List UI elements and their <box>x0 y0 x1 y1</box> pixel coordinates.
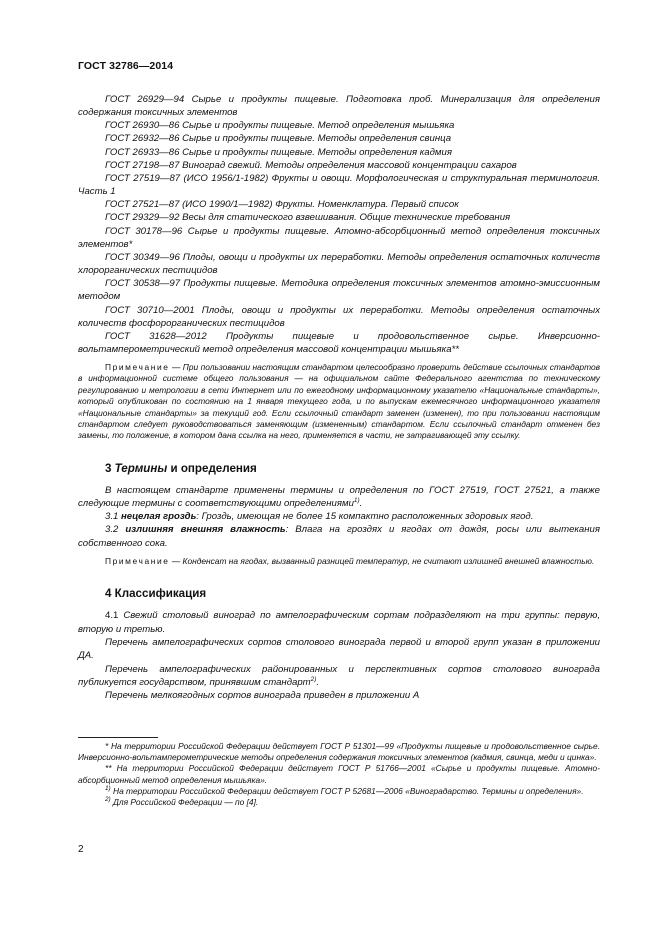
note-text: — При пользовании настоящим стандартом целесообразно проверить действие ссылочных стандартов в информационной системе общего пользования — на официальном сайте Федерального агентства по техническому регулированию и метрологии в сети Интернет или по ежегодному информационному указателю «Национальные стандарты», который опубликован по состоянию на 1 января текущего года, и по выпускам ежемесячного информационного указателя «Национальные стандарты» за текущий год. Если ссылочный стандарт заменен (изменен), то при пользовании настоящим стандартом следует руководствоваться заменяющим (измененным) стандартом. Если ссылочный стандарт отменен без замены, то положение, в котором дана ссылка на него, применяется в части, не затрагивающей эту ссылку. <box>78 362 600 441</box>
footnote-mark: 2) <box>105 796 111 804</box>
reference-item: ГОСТ 30710—2001 Плоды, овощи и продукты их переработки. Методы определения остаточных количеств фосфорорганических пестицидов <box>78 304 600 329</box>
section-4-heading: 4 Классификация <box>105 587 207 601</box>
term-number: 3.2 <box>105 524 126 536</box>
paragraph-number: 4.1 <box>105 610 124 622</box>
section-3-intro <box>78 484 600 511</box>
paragraph: Перечень ампелографических сортов столового винограда первой и второй групп указан в приложении ДА. <box>78 637 600 662</box>
footnote-text: Для Российской Федерации — по [4]. <box>110 797 259 808</box>
paragraph-text: Перечень ампелографических районированных и перспективных сортов столового винограда публикуется государством, принявшим стандарт <box>78 663 600 688</box>
term-definition: : Влага на гроздях и ягодах от дождя, росы или вытекания собственного сока. <box>78 524 601 549</box>
footnote-ref: 2) <box>310 675 317 683</box>
footnote <box>78 797 600 808</box>
section-3-title-rest: и определения <box>167 461 257 475</box>
section-3-note <box>78 556 600 567</box>
section-3-heading <box>78 462 600 475</box>
reference-item: ГОСТ 27521—87 (ИСО 1990/1—1982) Фрукты. Номенклатура. Первый список <box>105 199 459 211</box>
section-3-title-italic: Термины <box>114 461 168 475</box>
footnotes <box>78 741 600 808</box>
reference-item: ГОСТ 26932—86 Сырье и продукты пищевые. Методы определения свинца <box>105 133 452 145</box>
term-name: нецелая гроздь <box>121 511 197 523</box>
footnote <box>78 741 600 763</box>
term-number: 3.1 <box>105 511 122 523</box>
footnote-mark: ** <box>105 763 117 774</box>
section-3-body <box>78 484 600 550</box>
term-name: излишняя внешняя влажность <box>125 524 286 536</box>
note-label: Примечание <box>105 556 170 567</box>
paragraph-4-1 <box>78 609 600 636</box>
footnote <box>78 763 600 785</box>
reference-item: ГОСТ 27519—87 (ИСО 1956/1-1982) Фрукты и овощи. Морфологическая и структуральная терминология. Часть 1 <box>78 172 600 198</box>
reference-item: ГОСТ 30349—96 Плоды, овощи и продукты их переработки. Методы определения остаточных количеств хлорорганических пестицидов <box>78 251 600 277</box>
references-note <box>78 362 600 441</box>
page-number: 2 <box>78 844 84 855</box>
term-definition: : Гроздь, имеющая не более 15 компактно расположенных здоровых ягод. <box>196 511 534 523</box>
note-label: Примечание <box>105 362 170 373</box>
intro-text: В настоящем стандарте применены термины и определения по ГОСТ 27519, ГОСТ 27521, а также следующие термины с соответствующими определениями <box>78 484 600 509</box>
running-header: ГОСТ 32786—2014 <box>78 60 174 72</box>
reference-item: ГОСТ 30538—97 Продукты пищевые. Методика определения токсичных элементов атомно-эмиссионным методом <box>78 278 600 303</box>
normative-references-list <box>78 93 600 356</box>
footnote <box>78 786 600 797</box>
reference-item: ГОСТ 27198—87 Виноград свежий. Методы определения массовой концентрации сахаров <box>105 159 517 171</box>
footnote-text: На территории Российской Федерации действует ГОСТ Р 51301—99 «Продукты пищевые и продовольственное сырье. Инверсионно-вольтамперометрические методы определения содержания токсичных элементов (кадмия, свинца, меди и цинка». <box>78 741 600 763</box>
footnote-mark: 1) <box>105 784 111 792</box>
footnote-text: На территории Российской Федерации действует ГОСТ Р 51766—2001 «Сырье и продукты пищевые. Атомно-абсорбционный метод определения мышьяка». <box>78 763 600 785</box>
footnote-text: На территории Российской Федерации действует ГОСТ Р 52681—2006 «Виноградарство. Термины и определения». <box>110 785 584 796</box>
note-text: — Конденсат на ягодах, вызванный разницей температур, не считают излишней внешней влажностью. <box>169 556 595 567</box>
term-3-1 <box>78 510 600 523</box>
footnote-ref: 1) <box>353 496 360 504</box>
section-4-body <box>78 609 600 702</box>
reference-item: ГОСТ 31628—2012 Продукты пищевые и продовольственное сырье. Инверсионно-вольтамперометрический метод определения массовой концентрации мышьяка** <box>78 330 600 355</box>
reference-item: ГОСТ 30178—96 Сырье и продукты пищевые. Атомно-абсорбционный метод определения токсичных элементов* <box>78 225 600 250</box>
paragraph-end: . <box>316 676 320 688</box>
footnote-mark: * <box>105 741 111 751</box>
reference-item: ГОСТ 26933—86 Сырье и продукты пищевые. Методы определения кадмия <box>105 146 452 158</box>
reference-item: ГОСТ 26930—86 Сырье и продукты пищевые. Метод определения мышьяка <box>105 120 455 132</box>
paragraph: Перечень мелкоягодных сортов винограда приведен в приложении А <box>105 690 420 702</box>
paragraph <box>78 663 600 690</box>
reference-item: ГОСТ 29329—92 Весы для статического взвешивания. Общие технические требования <box>105 212 511 224</box>
section-3-number: 3 <box>105 461 115 475</box>
page-content <box>78 93 600 703</box>
paragraph-text: Свежий столовый виноград по ампелографическим сортам подразделяют на три группы: первую, вторую и третью. <box>78 610 600 635</box>
term-3-2 <box>78 523 600 550</box>
intro-end: . <box>359 497 363 509</box>
footnote-separator <box>78 737 158 738</box>
reference-item: ГОСТ 26929—94 Сырье и продукты пищевые. Подготовка проб. Минерализация для определения содержания токсичных элементов <box>78 94 600 119</box>
